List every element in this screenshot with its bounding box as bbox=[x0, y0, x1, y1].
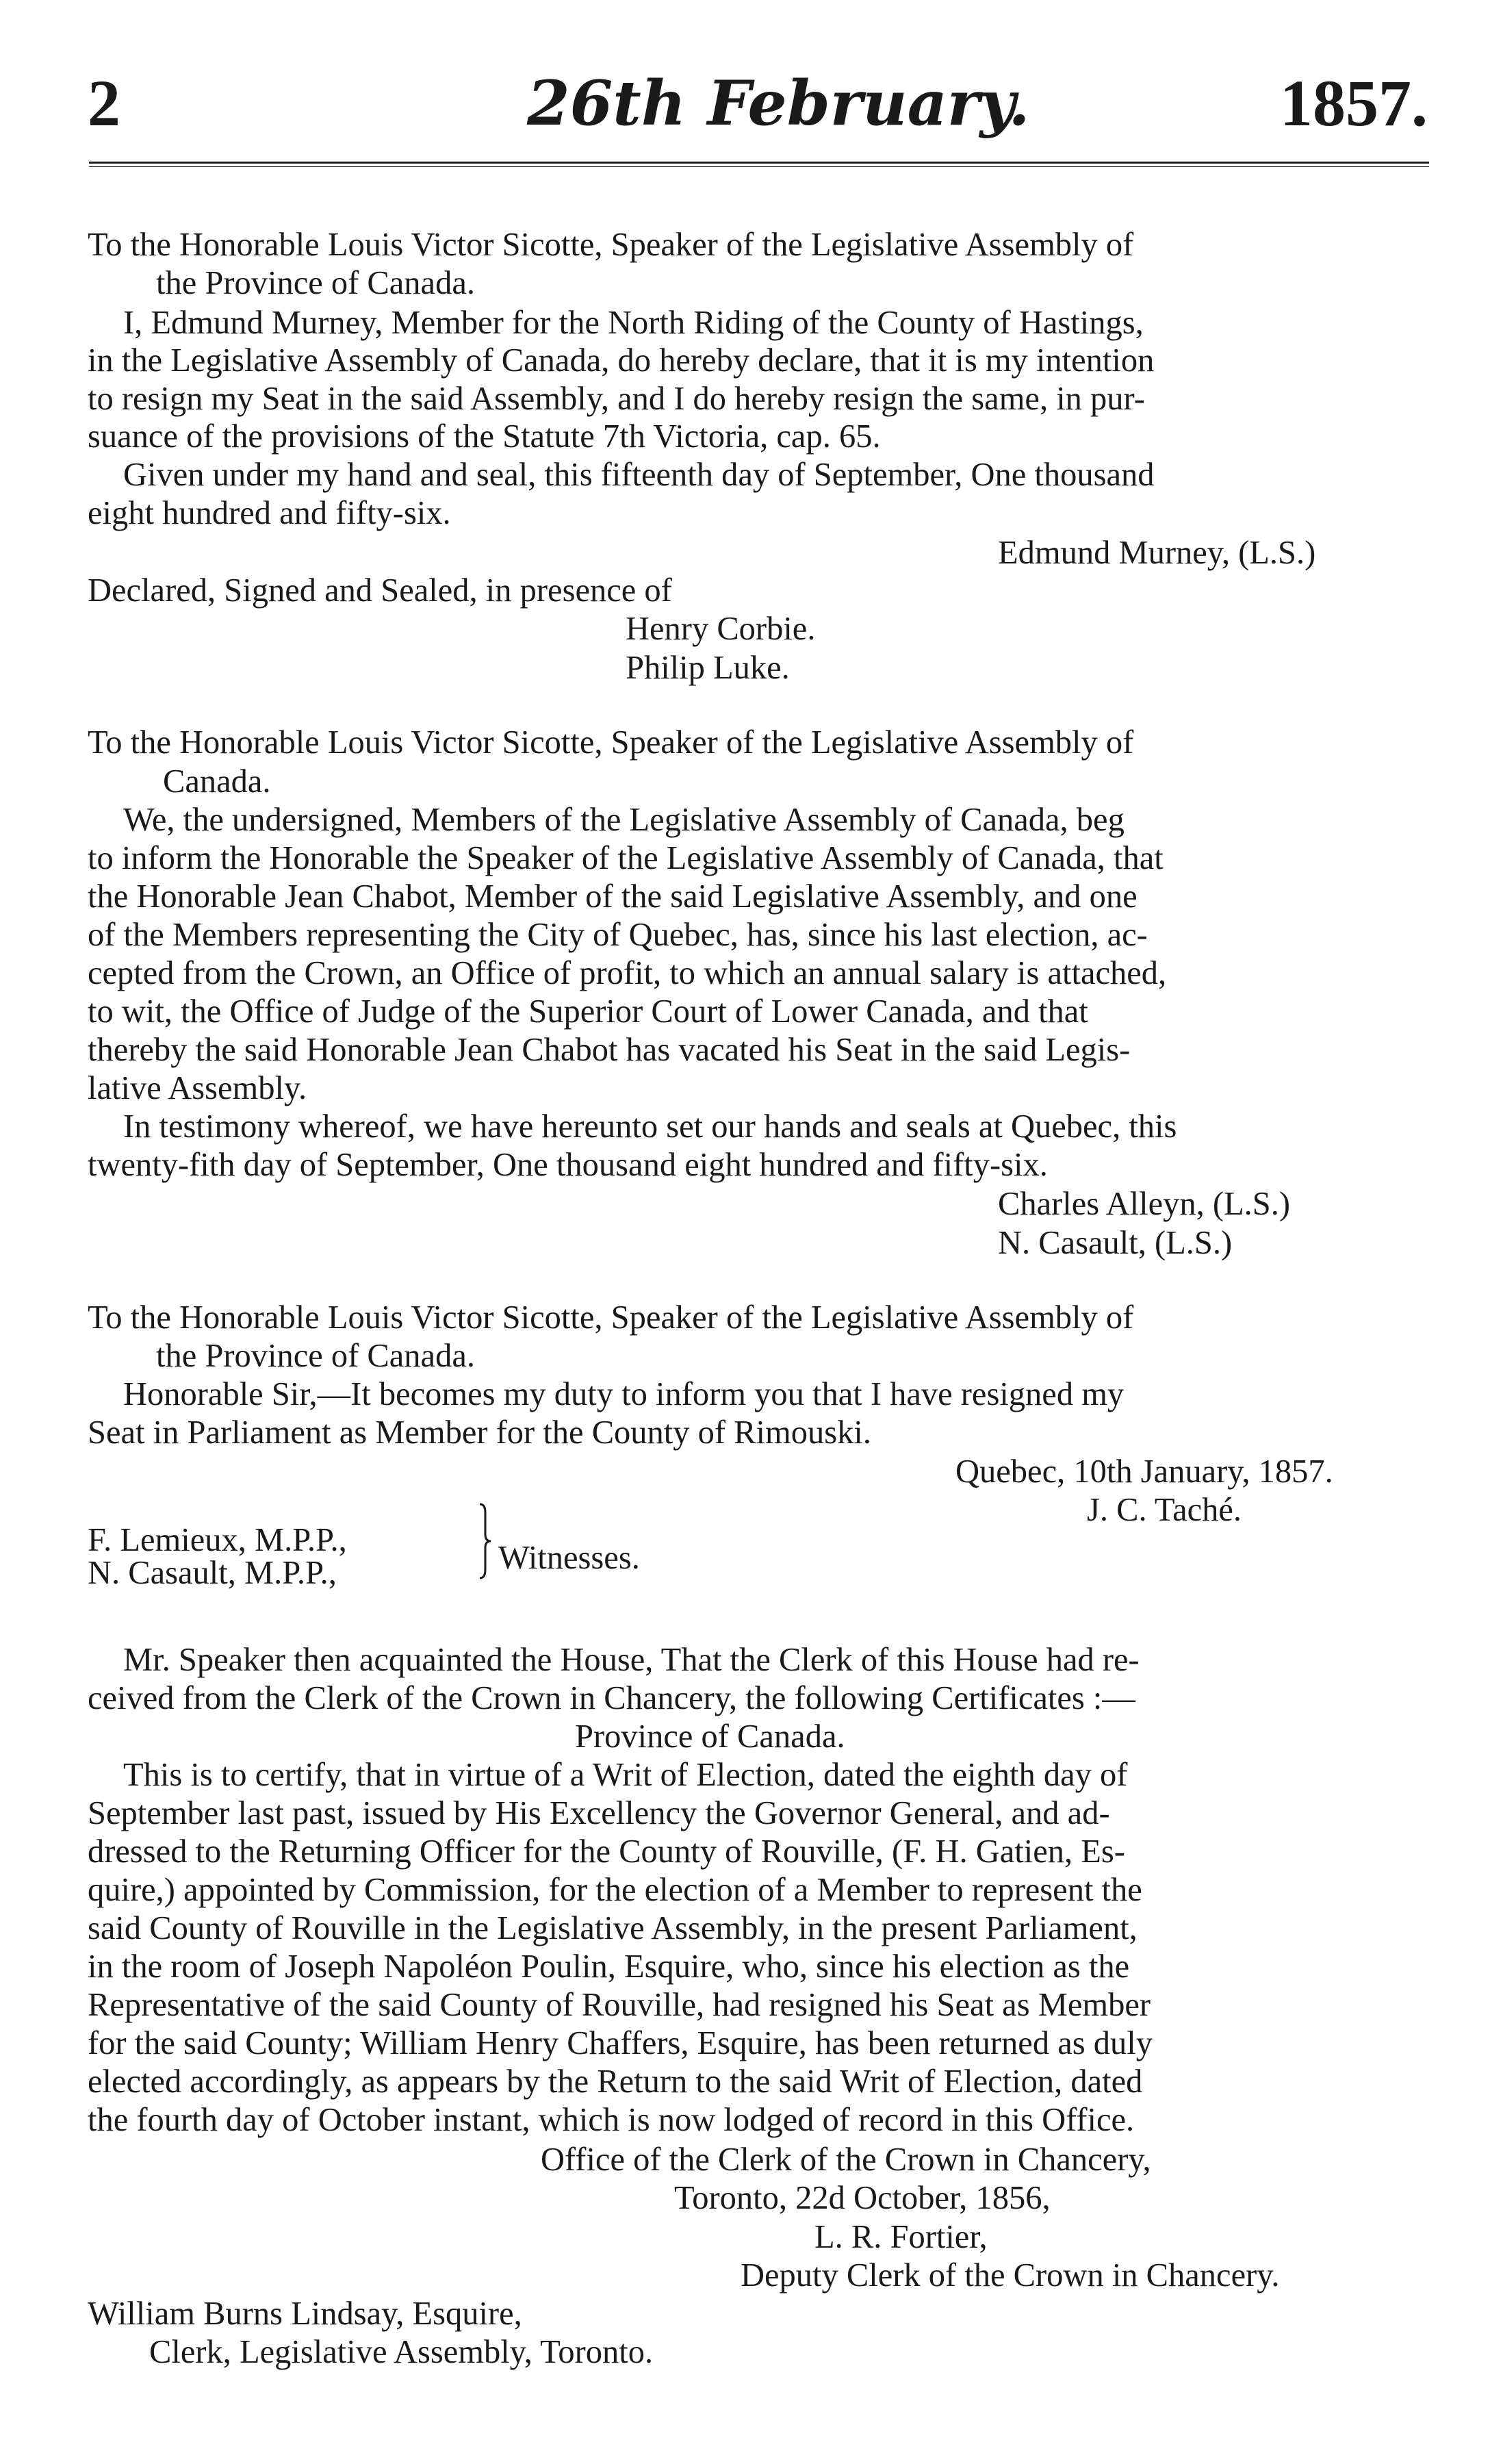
text-line: To the Honorable Louis Victor Sicotte, Speaker of the Legislative Assembly of bbox=[88, 724, 1134, 761]
brace-icon bbox=[477, 1503, 492, 1579]
witness-line: Philip Luke. bbox=[626, 650, 790, 686]
text-line: dressed to the Returning Officer for the County of Rouville, (F. H. Gatien, Es- bbox=[88, 1833, 1125, 1870]
addressee-title: Clerk, Legislative Assembly, Toronto. bbox=[149, 2334, 654, 2370]
header-rule-thin bbox=[89, 166, 1429, 167]
signature-title: Deputy Clerk of the Crown in Chancery. bbox=[741, 2257, 1280, 2294]
text-line: Honorable Sir,—It becomes my duty to inform you that I have resigned my bbox=[123, 1376, 1125, 1412]
page-number: 2 bbox=[88, 66, 120, 140]
text-line: suance of the provisions of the Statute 7th Victoria, cap. 65. bbox=[88, 418, 881, 455]
text-line: Office of the Clerk of the Crown in Chancery, bbox=[541, 2142, 1151, 2178]
witnesses-label: Witnesses. bbox=[498, 1540, 640, 1576]
text-line: Declared, Signed and Sealed, in presence of bbox=[88, 572, 672, 609]
witness-line: F. Lemieux, M.P.P., bbox=[88, 1522, 347, 1558]
text-line: to wit, the Office of Judge of the Superior Court of Lower Canada, and that bbox=[88, 993, 1088, 1030]
text-line: Seat in Parliament as Member for the County of Rimouski. bbox=[88, 1414, 871, 1451]
text-line: Representative of the said County of Rouville, had resigned his Seat as Member bbox=[88, 1987, 1151, 2023]
signature-line: Charles Alleyn, (L.S.) bbox=[998, 1186, 1291, 1222]
text-line: September last past, issued by His Excellency the Governor General, and ad- bbox=[88, 1795, 1110, 1831]
text-line: cepted from the Crown, an Office of profit, to which an annual salary is attached, bbox=[88, 955, 1167, 991]
text-line: in the Legislative Assembly of Canada, do hereby declare, that it is my intention bbox=[88, 342, 1155, 379]
witness-line: N. Casault, M.P.P., bbox=[88, 1555, 337, 1591]
text-line: the fourth day of October instant, which is now lodged of record in this Office. bbox=[88, 2102, 1135, 2138]
text-line: to inform the Honorable the Speaker of the Legislative Assembly of Canada, that bbox=[88, 840, 1164, 876]
addressee-name: William Burns Lindsay, Esquire, bbox=[88, 2296, 522, 2332]
text-line: This is to certify, that in virtue of a Writ of Election, dated the eighth day of bbox=[123, 1757, 1128, 1793]
signature-line: Edmund Murney, (L.S.) bbox=[998, 535, 1316, 571]
text-line: To the Honorable Louis Victor Sicotte, Speaker of the Legislative Assembly of bbox=[88, 227, 1134, 263]
text-line: the Province of Canada. bbox=[156, 265, 475, 301]
text-line: I, Edmund Murney, Member for the North Riding of the County of Hastings, bbox=[123, 305, 1144, 341]
text-line: to resign my Seat in the said Assembly, and I do hereby resign the same, in pur- bbox=[88, 381, 1145, 417]
text-line: the Honorable Jean Chabot, Member of the said Legislative Assembly, and one bbox=[88, 878, 1138, 915]
text-line: elected accordingly, as appears by the Return to the said Writ of Election, dated bbox=[88, 2063, 1143, 2100]
text-line: thereby the said Honorable Jean Chabot has vacated his Seat in the said Legis- bbox=[88, 1032, 1131, 1068]
signature-line: L. R. Fortier, bbox=[814, 2219, 988, 2255]
text-line: We, the undersigned, Members of the Legislative Assembly of Canada, beg bbox=[123, 802, 1125, 838]
text-line: Mr. Speaker then acquainted the House, That the Clerk of this House had re- bbox=[123, 1642, 1140, 1678]
page-year: 1857. bbox=[1280, 66, 1428, 140]
text-line: for the said County; William Henry Chaffers, Esquire, has been returned as duly bbox=[88, 2025, 1153, 2061]
signature-line: N. Casault, (L.S.) bbox=[998, 1225, 1233, 1261]
dateline: Toronto, 22d October, 1856, bbox=[674, 2180, 1051, 2216]
text-line: quire,) appointed by Commission, for the election of a Member to represent the bbox=[88, 1872, 1142, 1908]
page-date-heading: 26th February. bbox=[527, 67, 1030, 140]
text-line: twenty-fith day of September, One thousand eight hundred and fifty-six. bbox=[88, 1147, 1048, 1183]
dateline: Quebec, 10th January, 1857. bbox=[955, 1453, 1333, 1490]
text-line: Province of Canada. bbox=[575, 1718, 845, 1755]
text-line: of the Members representing the City of Quebec, has, since his last election, ac- bbox=[88, 917, 1148, 953]
text-line: Given under my hand and seal, this fifteenth day of September, One thousand bbox=[123, 457, 1155, 493]
text-line: the Province of Canada. bbox=[156, 1338, 475, 1374]
text-line: in the room of Joseph Napoléon Poulin, Esquire, who, since his election as the bbox=[88, 1948, 1130, 1985]
witness-line: Henry Corbie. bbox=[626, 611, 816, 647]
header-rule bbox=[89, 162, 1429, 164]
signature-line: J. C. Taché. bbox=[1087, 1492, 1242, 1528]
text-line: said County of Rouville in the Legislative Assembly, in the present Parliament, bbox=[88, 1910, 1138, 1946]
text-line: In testimony whereof, we have hereunto set our hands and seals at Quebec, this bbox=[123, 1108, 1177, 1145]
text-line: To the Honorable Louis Victor Sicotte, Speaker of the Legislative Assembly of bbox=[88, 1299, 1134, 1336]
text-line: lative Assembly. bbox=[88, 1070, 307, 1106]
text-line: ceived from the Clerk of the Crown in Chancery, the following Certificates :— bbox=[88, 1680, 1135, 1716]
text-line: Canada. bbox=[163, 763, 271, 800]
text-line: eight hundred and fifty-six. bbox=[88, 495, 451, 531]
